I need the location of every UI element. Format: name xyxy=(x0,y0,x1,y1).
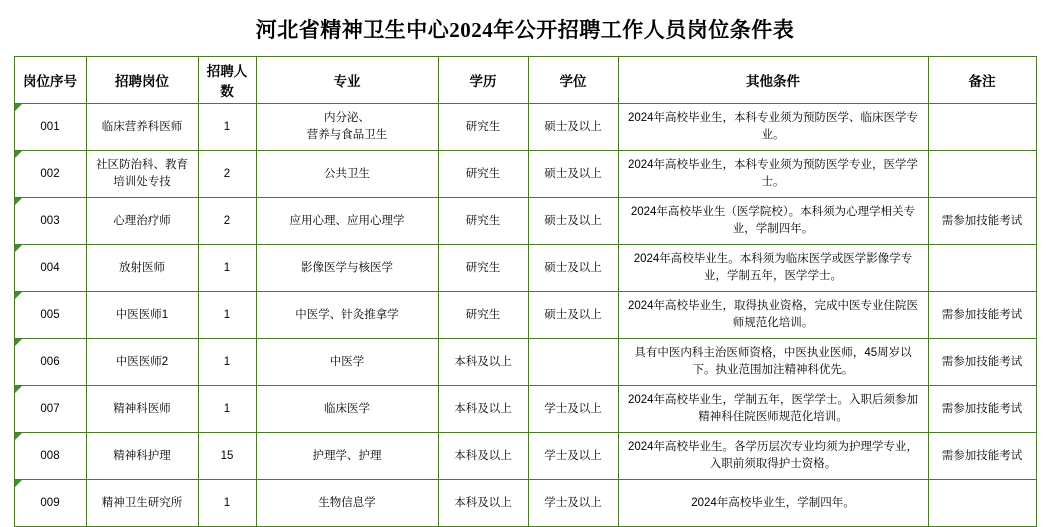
cell-remark: 需参加技能考试 xyxy=(928,339,1036,386)
cell-degree: 硕士及以上 xyxy=(528,245,618,292)
cell-num: 2 xyxy=(198,198,256,245)
cell-num: 1 xyxy=(198,292,256,339)
cell-other: 2024年高校毕业生。本科须为临床医学或医学影像学专业，学制五年，医学学士。 xyxy=(618,245,928,292)
cell-post: 中医医师2 xyxy=(86,339,198,386)
column-header-num: 招聘人数 xyxy=(198,57,256,104)
cell-post: 精神科护理 xyxy=(86,433,198,480)
cell-no: 002 xyxy=(14,151,86,198)
cell-post: 心理治疗师 xyxy=(86,198,198,245)
table-row xyxy=(14,198,1036,245)
cell-no: 008 xyxy=(14,433,86,480)
table-row xyxy=(14,386,1036,433)
table-row xyxy=(14,339,1036,386)
cell-major: 中医学、针灸推拿学 xyxy=(256,292,438,339)
cell-other: 2024年高校毕业生。各学历层次专业均须为护理学专业，入职前须取得护士资格。 xyxy=(618,433,928,480)
cell-num: 1 xyxy=(198,480,256,527)
cell-degree: 学士及以上 xyxy=(528,386,618,433)
cell-education: 本科及以上 xyxy=(438,339,528,386)
cell-num: 1 xyxy=(198,245,256,292)
cell-degree: 硕士及以上 xyxy=(528,292,618,339)
cell-post: 精神科医师 xyxy=(86,386,198,433)
cell-degree xyxy=(528,339,618,386)
cell-degree: 硕士及以上 xyxy=(528,198,618,245)
cell-num: 1 xyxy=(198,386,256,433)
column-header-degree: 学位 xyxy=(528,57,618,104)
cell-other: 2024年高校毕业生（医学院校）。本科须为心理学相关专业，学制四年。 xyxy=(618,198,928,245)
cell-num: 15 xyxy=(198,433,256,480)
table-row xyxy=(14,104,1036,151)
cell-remark: 需参加技能考试 xyxy=(928,292,1036,339)
column-header-no: 岗位序号 xyxy=(14,57,86,104)
cell-no: 007 xyxy=(14,386,86,433)
cell-other: 具有中医内科主治医师资格，中医执业医师，45周岁以下。执业范围加注精神科优先。 xyxy=(618,339,928,386)
column-header-other: 其他条件 xyxy=(618,57,928,104)
cell-major: 影像医学与核医学 xyxy=(256,245,438,292)
cell-post: 中医医师1 xyxy=(86,292,198,339)
cell-major: 临床医学 xyxy=(256,386,438,433)
cell-post: 精神卫生研究所 xyxy=(86,480,198,527)
cell-post: 放射医师 xyxy=(86,245,198,292)
cell-education: 本科及以上 xyxy=(438,480,528,527)
cell-num: 1 xyxy=(198,104,256,151)
cell-other: 2024年高校毕业生，学制四年。 xyxy=(618,480,928,527)
cell-remark xyxy=(928,151,1036,198)
cell-education: 研究生 xyxy=(438,104,528,151)
cell-degree: 学士及以上 xyxy=(528,480,618,527)
cell-remark: 需参加技能考试 xyxy=(928,198,1036,245)
table-row xyxy=(14,433,1036,480)
column-header-education: 学历 xyxy=(438,57,528,104)
table-row xyxy=(14,151,1036,198)
cell-education: 研究生 xyxy=(438,198,528,245)
cell-no: 004 xyxy=(14,245,86,292)
cell-major: 公共卫生 xyxy=(256,151,438,198)
column-header-major: 专业 xyxy=(256,57,438,104)
cell-no: 009 xyxy=(14,480,86,527)
cell-remark xyxy=(928,245,1036,292)
page-title: 河北省精神卫生中心2024年公开招聘工作人员岗位条件表 xyxy=(255,18,795,42)
table-row xyxy=(14,245,1036,292)
job-conditions-table xyxy=(14,56,1037,527)
cell-degree: 学士及以上 xyxy=(528,433,618,480)
cell-no: 001 xyxy=(14,104,86,151)
cell-degree: 硕士及以上 xyxy=(528,151,618,198)
cell-major: 护理学、护理 xyxy=(256,433,438,480)
cell-remark: 需参加技能考试 xyxy=(928,386,1036,433)
cell-remark xyxy=(928,104,1036,151)
column-header-remark: 备注 xyxy=(928,57,1036,104)
cell-post: 社区防治科、教育培训处专技 xyxy=(86,151,198,198)
cell-num: 2 xyxy=(198,151,256,198)
cell-major: 中医学 xyxy=(256,339,438,386)
cell-other: 2024年高校毕业生，本科专业须为预防医学专业，医学学士。 xyxy=(618,151,928,198)
cell-education: 研究生 xyxy=(438,292,528,339)
cell-other: 2024年高校毕业生，本科专业须为预防医学、临床医学专业。 xyxy=(618,104,928,151)
cell-major: 内分泌、 营养与食品卫生 xyxy=(256,104,438,151)
cell-education: 研究生 xyxy=(438,245,528,292)
cell-no: 005 xyxy=(14,292,86,339)
cell-no: 006 xyxy=(14,339,86,386)
table-row xyxy=(14,480,1036,527)
cell-major: 生物信息学 xyxy=(256,480,438,527)
cell-major: 应用心理、应用心理学 xyxy=(256,198,438,245)
cell-education: 研究生 xyxy=(438,151,528,198)
cell-other: 2024年高校毕业生，取得执业资格，完成中医专业住院医师规范化培训。 xyxy=(618,292,928,339)
table-header-row xyxy=(14,57,1036,104)
cell-education: 本科及以上 xyxy=(438,386,528,433)
cell-no: 003 xyxy=(14,198,86,245)
cell-degree: 硕士及以上 xyxy=(528,104,618,151)
cell-education: 本科及以上 xyxy=(438,433,528,480)
cell-num: 1 xyxy=(198,339,256,386)
cell-post: 临床营养科医师 xyxy=(86,104,198,151)
cell-remark: 需参加技能考试 xyxy=(928,433,1036,480)
column-header-post: 招聘岗位 xyxy=(86,57,198,104)
table-row xyxy=(14,292,1036,339)
cell-remark xyxy=(928,480,1036,527)
cell-other: 2024年高校毕业生，学制五年，医学学士。入职后须参加精神科住院医师规范化培训。 xyxy=(618,386,928,433)
